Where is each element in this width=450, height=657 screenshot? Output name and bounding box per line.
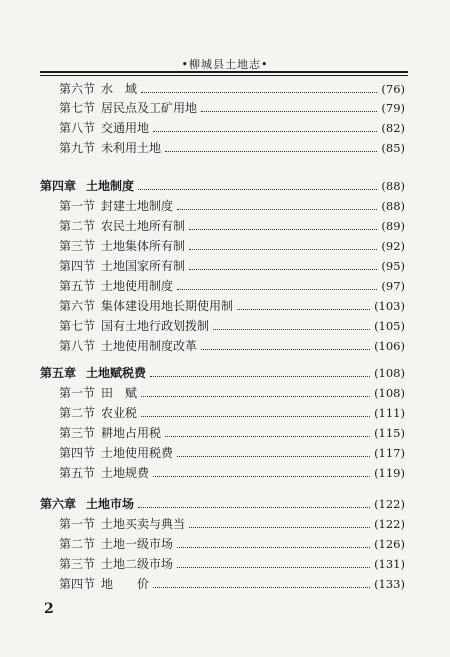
toc-entry-number: 第二节 (59, 537, 96, 551)
toc-entry-title: 农业税 (101, 406, 138, 420)
dot-leader (141, 91, 377, 93)
toc-section-entry (59, 98, 405, 118)
toc-entry-title: 居民点及工矿用地 (101, 101, 198, 115)
toc-entry-number: 第三节 (59, 557, 96, 571)
dot-leader (189, 268, 377, 270)
toc-entry-title: 土地买卖与典当 (101, 517, 186, 531)
toc-entry-number: 第四章 (40, 179, 77, 193)
toc-entry-number: 第七节 (59, 101, 96, 115)
toc-entry-number: 第四节 (59, 446, 96, 460)
toc-entry-title: 土地规费 (101, 466, 150, 480)
toc-entry-title: 未利用土地 (101, 141, 162, 155)
dot-leader (153, 586, 370, 588)
dot-leader (189, 228, 377, 230)
toc-entry-title: 土地使用税费 (101, 446, 174, 460)
toc-section-entry (59, 79, 405, 99)
dot-leader (177, 546, 370, 548)
toc-entry-title: 封建土地制度 (101, 199, 174, 213)
toc-entry-title: 集体建设用地长期使用制 (101, 299, 234, 313)
toc-entry-page: (82) (381, 121, 405, 135)
dot-leader (165, 435, 370, 437)
toc-entry-number: 第四节 (59, 577, 96, 591)
toc-entry-title: 土地使用制度改革 (101, 339, 198, 353)
toc-section-entry (59, 256, 405, 276)
toc-section-entry (59, 138, 405, 158)
toc-entry-number: 第六章 (40, 497, 77, 511)
toc-entry-page: (108) (374, 386, 405, 400)
toc-entry-title: 交通用地 (101, 121, 150, 135)
dot-leader (177, 208, 377, 210)
toc-entry-number: 第八节 (59, 121, 96, 135)
toc-entry-page: (92) (381, 239, 405, 253)
toc-entry-page: (95) (381, 259, 405, 273)
toc-entry-page: (105) (374, 319, 405, 333)
toc-entry-title: 土地二级市场 (101, 557, 174, 571)
toc-section-entry (59, 403, 405, 423)
toc-section-entry (59, 534, 405, 554)
toc-chapter-entry (40, 363, 405, 383)
toc-entry-number: 第三节 (59, 239, 96, 253)
running-header: •柳城县土地志• (181, 58, 269, 71)
page-number: 2 (44, 601, 54, 617)
dot-leader (165, 150, 377, 152)
dot-leader (189, 526, 370, 528)
toc-section-entry (59, 443, 405, 463)
toc-section-entry (59, 296, 405, 316)
dot-leader (237, 308, 370, 310)
toc-section-entry (59, 383, 405, 403)
toc-entry-number: 第四节 (59, 259, 96, 273)
toc-entry-page: (106) (374, 339, 405, 353)
toc-section-entry (59, 463, 405, 483)
toc-entry-title: 土地市场 (86, 497, 135, 511)
toc-entry-number: 第三节 (59, 426, 96, 440)
toc-entry-number: 第一节 (59, 517, 96, 531)
toc-entry-page: (119) (374, 466, 405, 480)
dot-leader (189, 248, 377, 250)
toc-entry-title: 田 赋 (101, 386, 138, 400)
toc-section-entry (59, 336, 405, 356)
toc-entry-number: 第九节 (59, 141, 96, 155)
toc-section-entry (59, 216, 405, 236)
header-rule-thick (40, 71, 408, 73)
dot-leader (177, 288, 377, 290)
toc-entry-number: 第八节 (59, 339, 96, 353)
toc-entry-page: (122) (374, 517, 405, 531)
toc-entry-page: (131) (374, 557, 405, 571)
toc-entry-number: 第二节 (59, 406, 96, 420)
dot-leader (141, 395, 370, 397)
toc-entry-page: (103) (374, 299, 405, 313)
toc-entry-page: (76) (381, 82, 405, 96)
toc-entry-page: (85) (381, 141, 405, 155)
toc-entry-title: 国有土地行政划拨制 (101, 319, 210, 333)
toc-entry-number: 第六节 (59, 82, 96, 96)
toc-entry-page: (88) (381, 199, 405, 213)
toc-entry-title: 土地制度 (86, 179, 135, 193)
toc-entry-title: 农民土地所有制 (101, 219, 186, 233)
dot-leader (141, 415, 370, 417)
dot-leader (177, 455, 370, 457)
toc-section-entry (59, 574, 405, 594)
dot-leader (201, 348, 370, 350)
toc-entry-title: 土地赋税费 (86, 366, 147, 380)
toc-section-entry (59, 236, 405, 256)
dot-leader (153, 130, 377, 132)
toc-entry-title: 水 域 (101, 82, 138, 96)
toc-section-entry (59, 196, 405, 216)
toc-entry-number: 第七节 (59, 319, 96, 333)
dot-leader (177, 566, 370, 568)
dot-leader (138, 506, 370, 508)
toc-chapter-entry (40, 176, 405, 196)
dot-leader (153, 475, 370, 477)
header-rule-thin (40, 75, 408, 76)
toc-entry-number: 第六节 (59, 299, 96, 313)
toc-section-entry (59, 118, 405, 138)
toc-entry-title: 土地使用制度 (101, 279, 174, 293)
toc-section-entry (59, 276, 405, 296)
toc-entry-title: 土地国家所有制 (101, 259, 186, 273)
toc-entry-page: (89) (381, 219, 405, 233)
toc-entry-page: (126) (374, 537, 405, 551)
toc-entry-page: (133) (374, 577, 405, 591)
toc-entry-page: (122) (374, 497, 405, 511)
toc-entry-number: 第五节 (59, 279, 96, 293)
toc-entry-page: (79) (381, 101, 405, 115)
toc-chapter-entry (40, 494, 405, 514)
toc-entry-number: 第一节 (59, 199, 96, 213)
toc-entry-title: 地 价 (101, 577, 150, 591)
toc-entry-page: (108) (374, 366, 405, 380)
toc-entry-number: 第五节 (59, 466, 96, 480)
toc-entry-title: 土地集体所有制 (101, 239, 186, 253)
toc-section-entry (59, 554, 405, 574)
toc-entry-page: (117) (374, 446, 405, 460)
toc-entry-page: (111) (374, 406, 405, 420)
dot-leader (201, 110, 377, 112)
toc-entry-title: 耕地占用税 (101, 426, 162, 440)
toc-section-entry (59, 316, 405, 336)
toc-entry-page: (115) (374, 426, 405, 440)
dot-leader (213, 328, 370, 330)
toc-entry-title: 土地一级市场 (101, 537, 174, 551)
toc-entry-number: 第一节 (59, 386, 96, 400)
toc-entry-number: 第二节 (59, 219, 96, 233)
toc-entry-page: (97) (381, 279, 405, 293)
toc-entry-number: 第五章 (40, 366, 77, 380)
dot-leader (138, 188, 377, 190)
dot-leader (150, 375, 370, 377)
toc-section-entry (59, 514, 405, 534)
toc-section-entry (59, 423, 405, 443)
toc-entry-page: (88) (381, 179, 405, 193)
